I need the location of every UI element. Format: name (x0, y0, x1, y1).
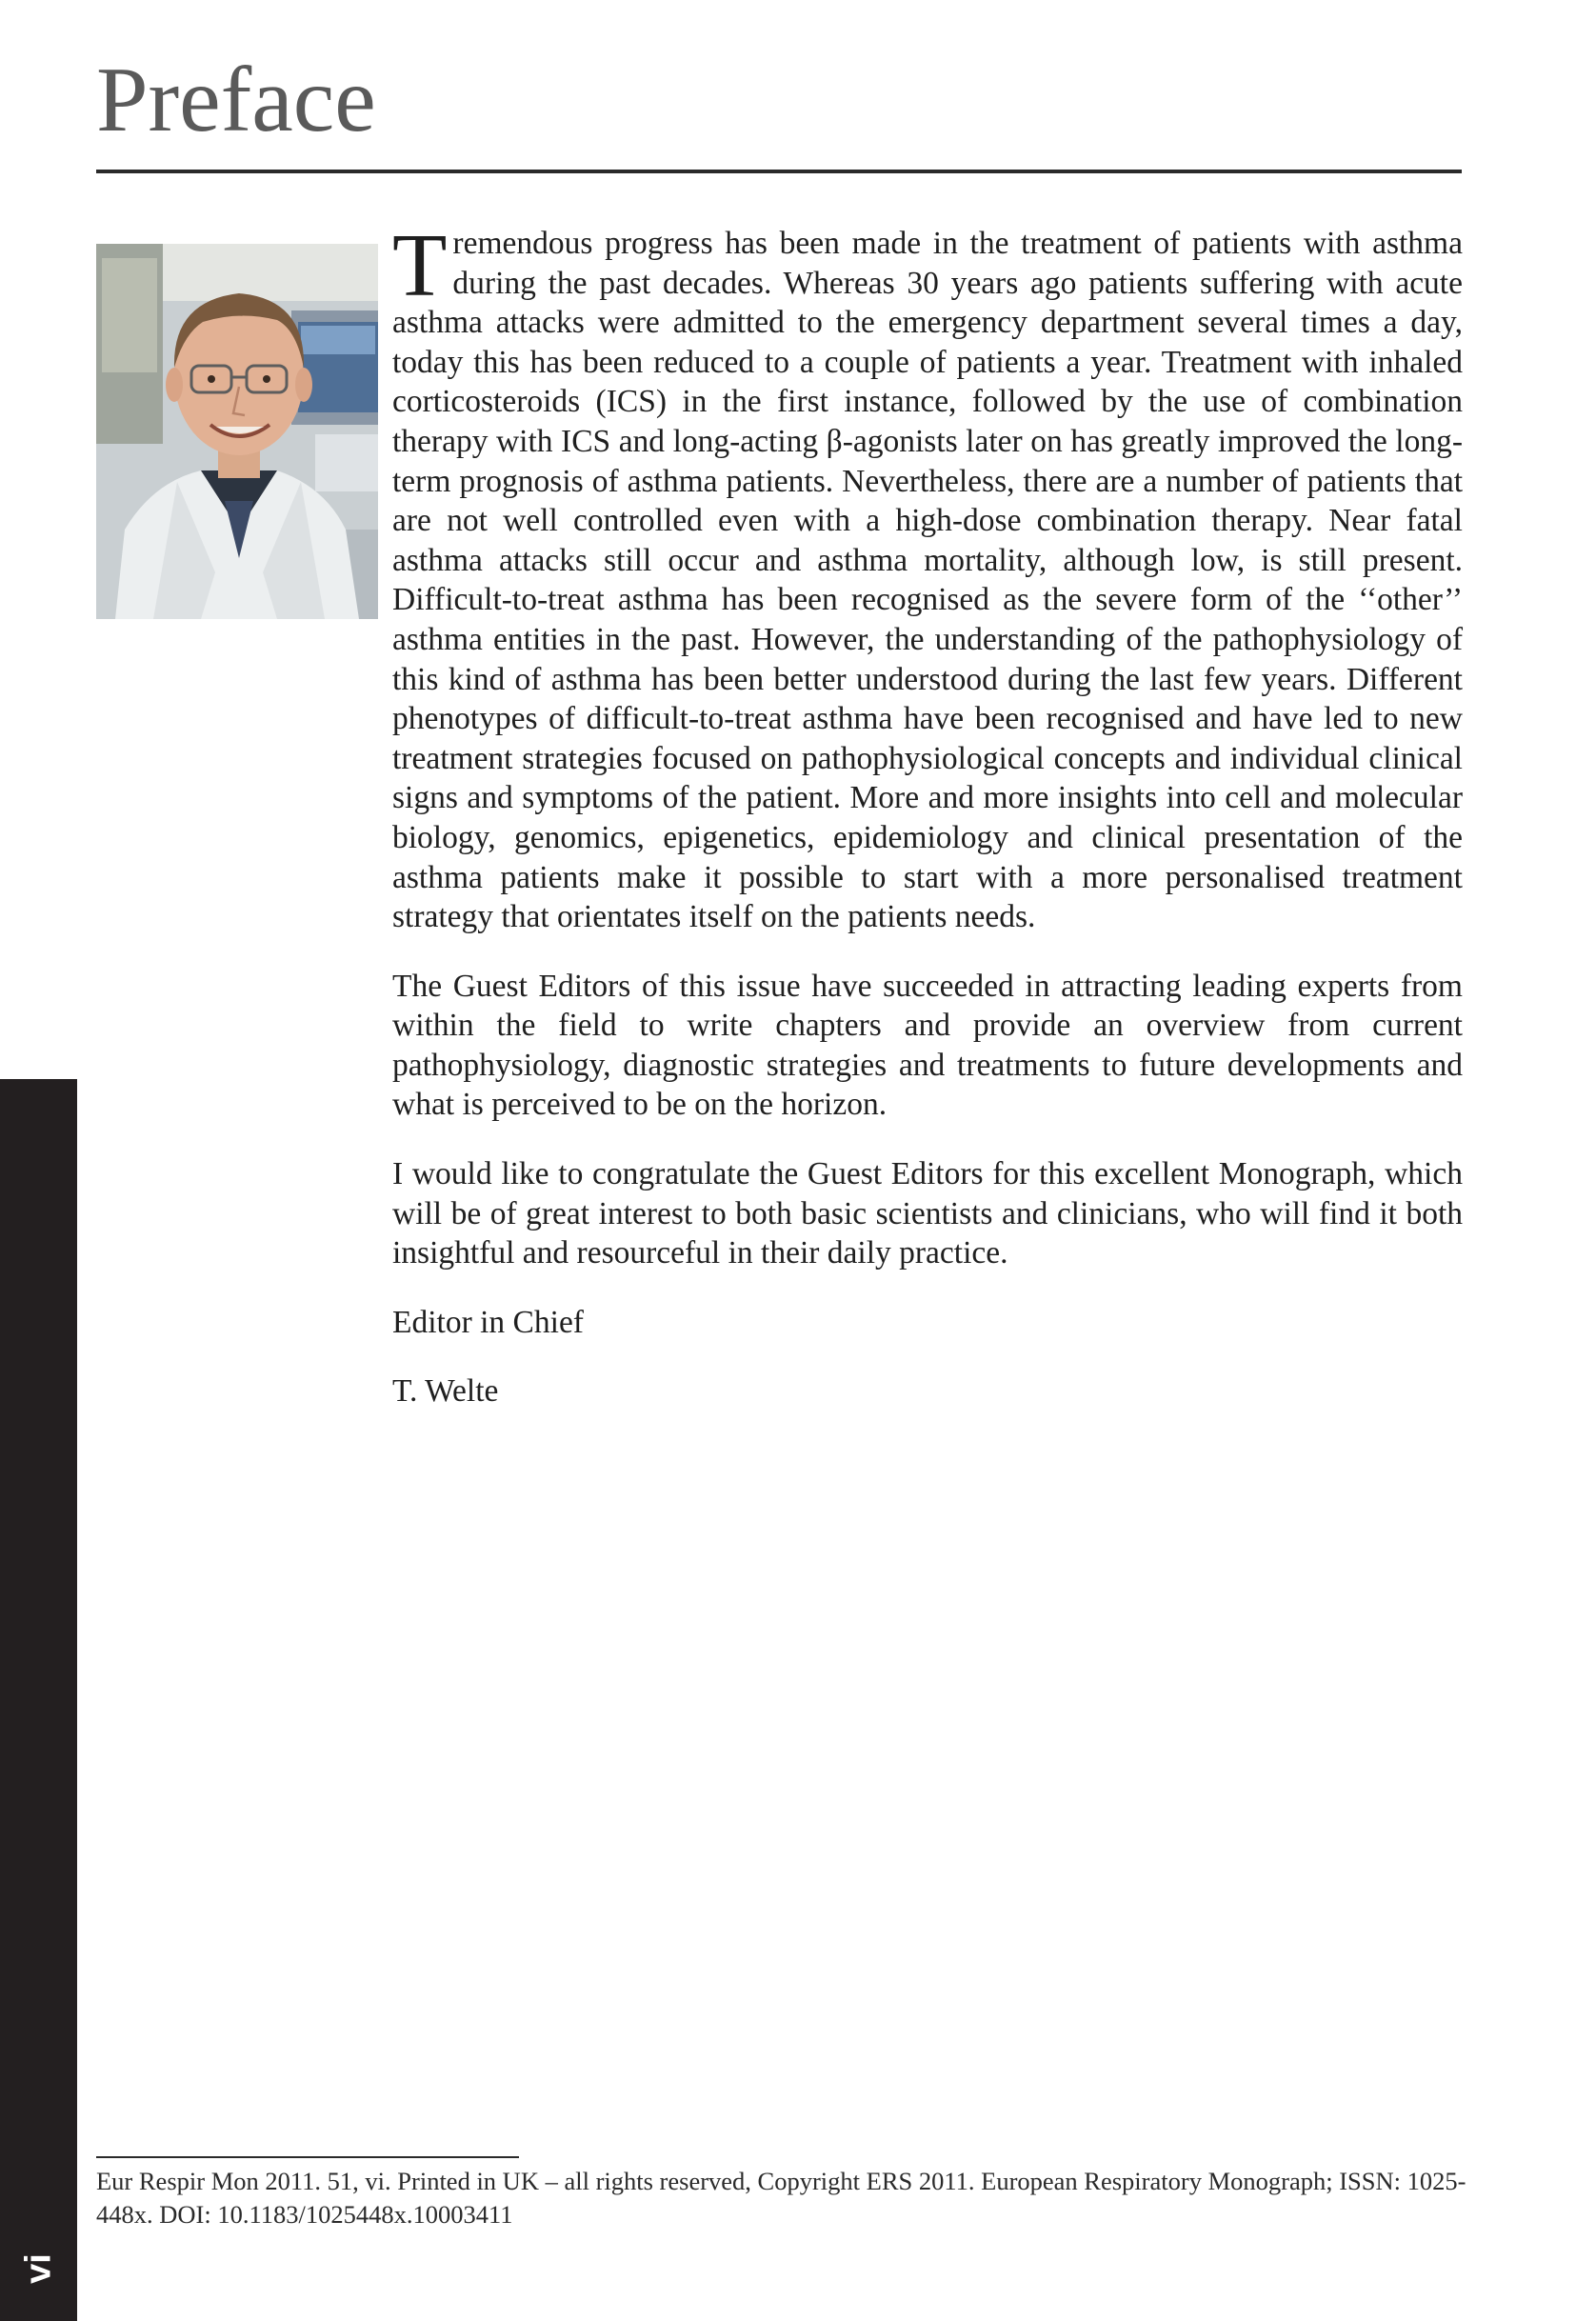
drop-cap: T (392, 216, 448, 315)
page-title: Preface (96, 49, 376, 151)
paragraph-2: The Guest Editors of this issue have succeeded in attracting leading experts from within the field to write chapters and provide an overview from current pathophysiology, diagnostic strategies and treatments to future developments and what is perceived to be on the horizon. (392, 968, 1463, 1123)
footer-citation: Eur Respir Mon 2011. 51, vi. Printed in UK – all rights reserved, Copyright ERS 2011. European Respiratory Monograph; ISSN: 1025-448x. DOI: 10.1183/1025448x.10003411 (96, 2167, 1466, 2229)
footer-divider (96, 2156, 519, 2158)
paragraph-1-text: remendous progress has been made in the treatment of patients with asthma during the past decades. Whereas 30 years ago patients suffering with acute asthma attacks were admitted to the emergency department several times a day, today this has been reduced to a couple of patients a year. Treatment with inhaled corticosteroids (ICS) in the first instance, followed by the use of combination therapy with ICS and long-acting β-agonists later on has greatly improved the long-term prognosis of asthma patients. Nevertheless, there are a number of patients that are not well controlled even with a high-dose combination therapy. Near fatal asthma attacks still occur and asthma mortality, although low, is still present. Difficult-to-treat asthma has been recognised as the severe form of the ‘‘other’’ asthma entities in the past. However, the understanding of the pathophysiology of this kind of asthma has been better understood during the last few years. Different phenotypes of difficult-to-treat asthma have been recognised and have led to new treatment strategies focused on pathophysiological concepts and individual clinical signs and symptoms of the patient. More and more insights into cell and molecular biology, genomics, epigenetics, epidemiology and clinical presentation of the asthma patients make it possible to start with a more personalised treatment strategy that orientates itself on the patients needs. (392, 226, 1463, 935)
paragraph-3: I would like to congratulate the Guest Editors for this excellent Monograph, which will be of great interest to both basic scientists and clinicians, who will find it both insightful and resourceful in their daily practice. (392, 1156, 1463, 1271)
preface-body (392, 216, 1463, 1441)
side-tab (0, 1079, 77, 2321)
signoff-role: Editor in Chief (392, 1304, 584, 1340)
title-divider (96, 170, 1462, 173)
paragraph-1 (392, 216, 1463, 937)
author-portrait (96, 244, 378, 619)
signoff-name: T. Welte (392, 1373, 499, 1410)
page-number: vi (18, 2253, 58, 2284)
